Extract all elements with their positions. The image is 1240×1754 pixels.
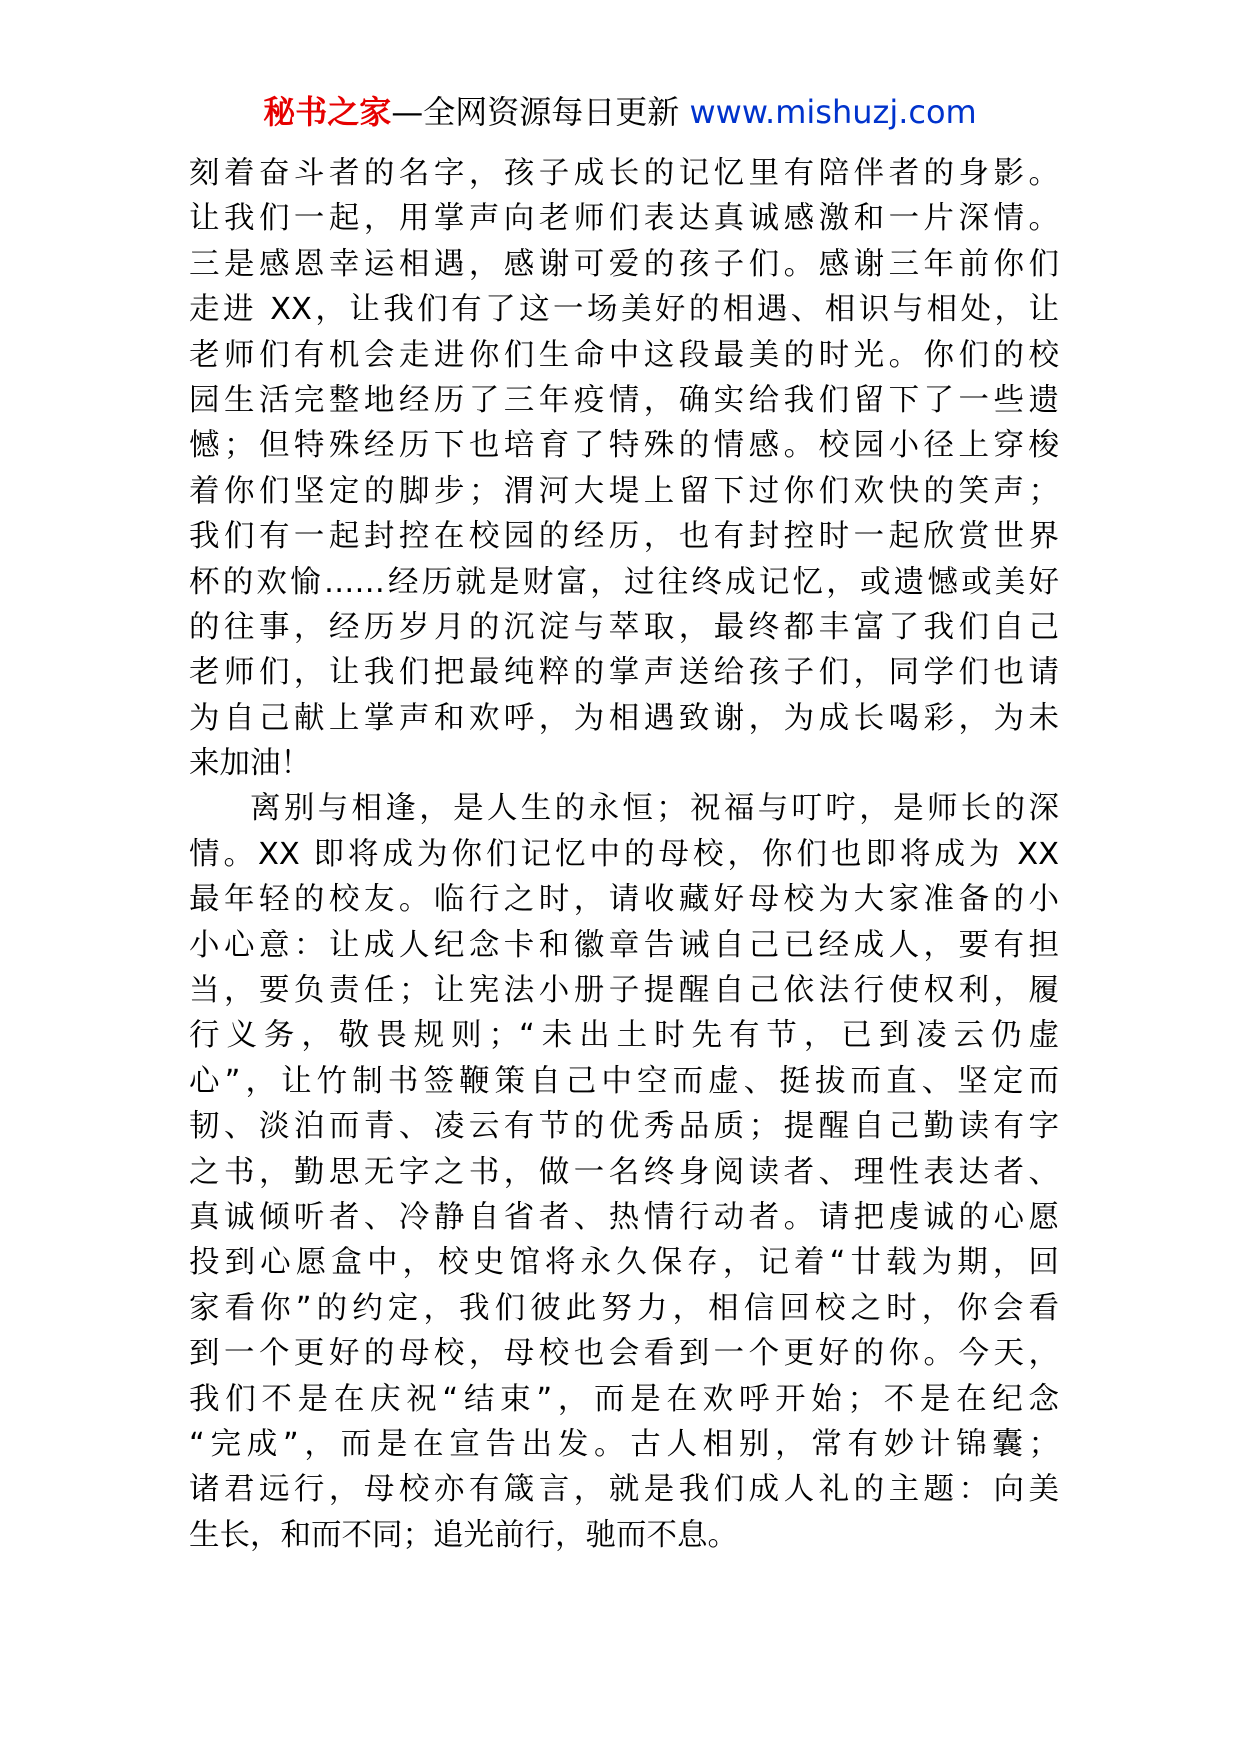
text-line: 生长，和而不同；追光前行，驰而不息。 <box>189 1517 738 1553</box>
text-line: 韧、淡泊而青、凌云有节的优秀品质；提醒自己勤读有字 <box>189 1109 1059 1145</box>
text-line: 憾；但特殊经历下也培育了特殊的情感。校园小径上穿梭 <box>189 428 1059 464</box>
text-line: 心”，让竹制书签鞭策自己中空而虚、挺拔而直、坚定而 <box>189 1063 1059 1099</box>
text-line: 投到心愿盒中，校史馆将永久保存，记着“廿载为期，回 <box>189 1245 1059 1281</box>
text-line: “完成”，而是在宣告出发。古人相别，常有妙计锦囊； <box>189 1426 1059 1462</box>
document-body <box>189 151 1059 1558</box>
text-line: 让我们一起，用掌声向老师们表达真诚感激和一片深情。 <box>189 201 1059 237</box>
page-header <box>0 92 1240 132</box>
site-url-link[interactable]: www.mishuzj.com <box>689 93 977 131</box>
text-line: 老师们，让我们把最纯粹的掌声送给孩子们，同学们也请 <box>189 655 1059 691</box>
text-line: 我们有一起封控在校园的经历，也有封控时一起欣赏世界 <box>189 519 1059 555</box>
text-line: 家看你”的约定，我们彼此努力，相信回校之时，你会看 <box>189 1290 1059 1326</box>
text-line: 离别与相逢，是人生的永恒；祝福与叮咛，是师长的深 <box>250 791 1059 827</box>
text-line: 走进 XX，让我们有了这一场美好的相遇、相识与相处，让 <box>189 292 1059 328</box>
text-line: 之书，勤思无字之书，做一名终身阅读者、理性表达者、 <box>189 1154 1059 1190</box>
text-line: 行义务，敬畏规则；“未出土时先有节，已到凌云仍虚 <box>189 1018 1059 1054</box>
text-line: 着你们坚定的脚步；渭河大堤上留下过你们欢快的笑声； <box>189 473 1059 509</box>
text-line: 诸君远行，母校亦有箴言，就是我们成人礼的主题：向美 <box>189 1472 1059 1508</box>
paragraph <box>189 786 1059 1558</box>
text-line: 的往事，经历岁月的沉淀与萃取，最终都丰富了我们自己 <box>189 609 1059 645</box>
text-line: 来加油！ <box>189 746 311 782</box>
text-line: 为自己献上掌声和欢呼，为相遇致谢，为成长喝彩，为未 <box>189 700 1059 736</box>
text-line: 真诚倾听者、冷静自省者、热情行动者。请把虔诚的心愿 <box>189 1199 1059 1235</box>
text-line: 我们不是在庆祝“结束”，而是在欢呼开始；不是在纪念 <box>189 1381 1059 1417</box>
text-line: 小心意：让成人纪念卡和徽章告诫自己已经成人，要有担 <box>189 927 1059 963</box>
text-line: 到一个更好的母校，母校也会看到一个更好的你。今天， <box>189 1336 1059 1372</box>
text-line: 最年轻的校友。临行之时，请收藏好母校为大家准备的小 <box>189 882 1059 918</box>
text-line: 当，要负责任；让宪法小册子提醒自己依法行使权利，履 <box>189 973 1059 1009</box>
text-line: 老师们有机会走进你们生命中这段最美的时光。你们的校 <box>189 337 1059 373</box>
text-line: 刻着奋斗者的名字，孩子成长的记忆里有陪伴者的身影。 <box>189 156 1059 191</box>
text-line: 情。XX 即将成为你们记忆中的母校，你们也即将成为 XX <box>189 836 1059 872</box>
paragraph <box>189 151 1059 786</box>
text-line: 杯的欢愉……经历就是财富，过往终成记忆，或遗憾或美好 <box>189 564 1059 600</box>
text-line: 三是感恩幸运相遇，感谢可爱的孩子们。感谢三年前你们 <box>189 246 1059 282</box>
brand-name: 秘书之家 <box>263 93 392 131</box>
text-line: 园生活完整地经历了三年疫情，确实给我们留下了一些遗 <box>189 382 1059 418</box>
header-tagline: —全网资源每日更新 <box>391 93 680 131</box>
